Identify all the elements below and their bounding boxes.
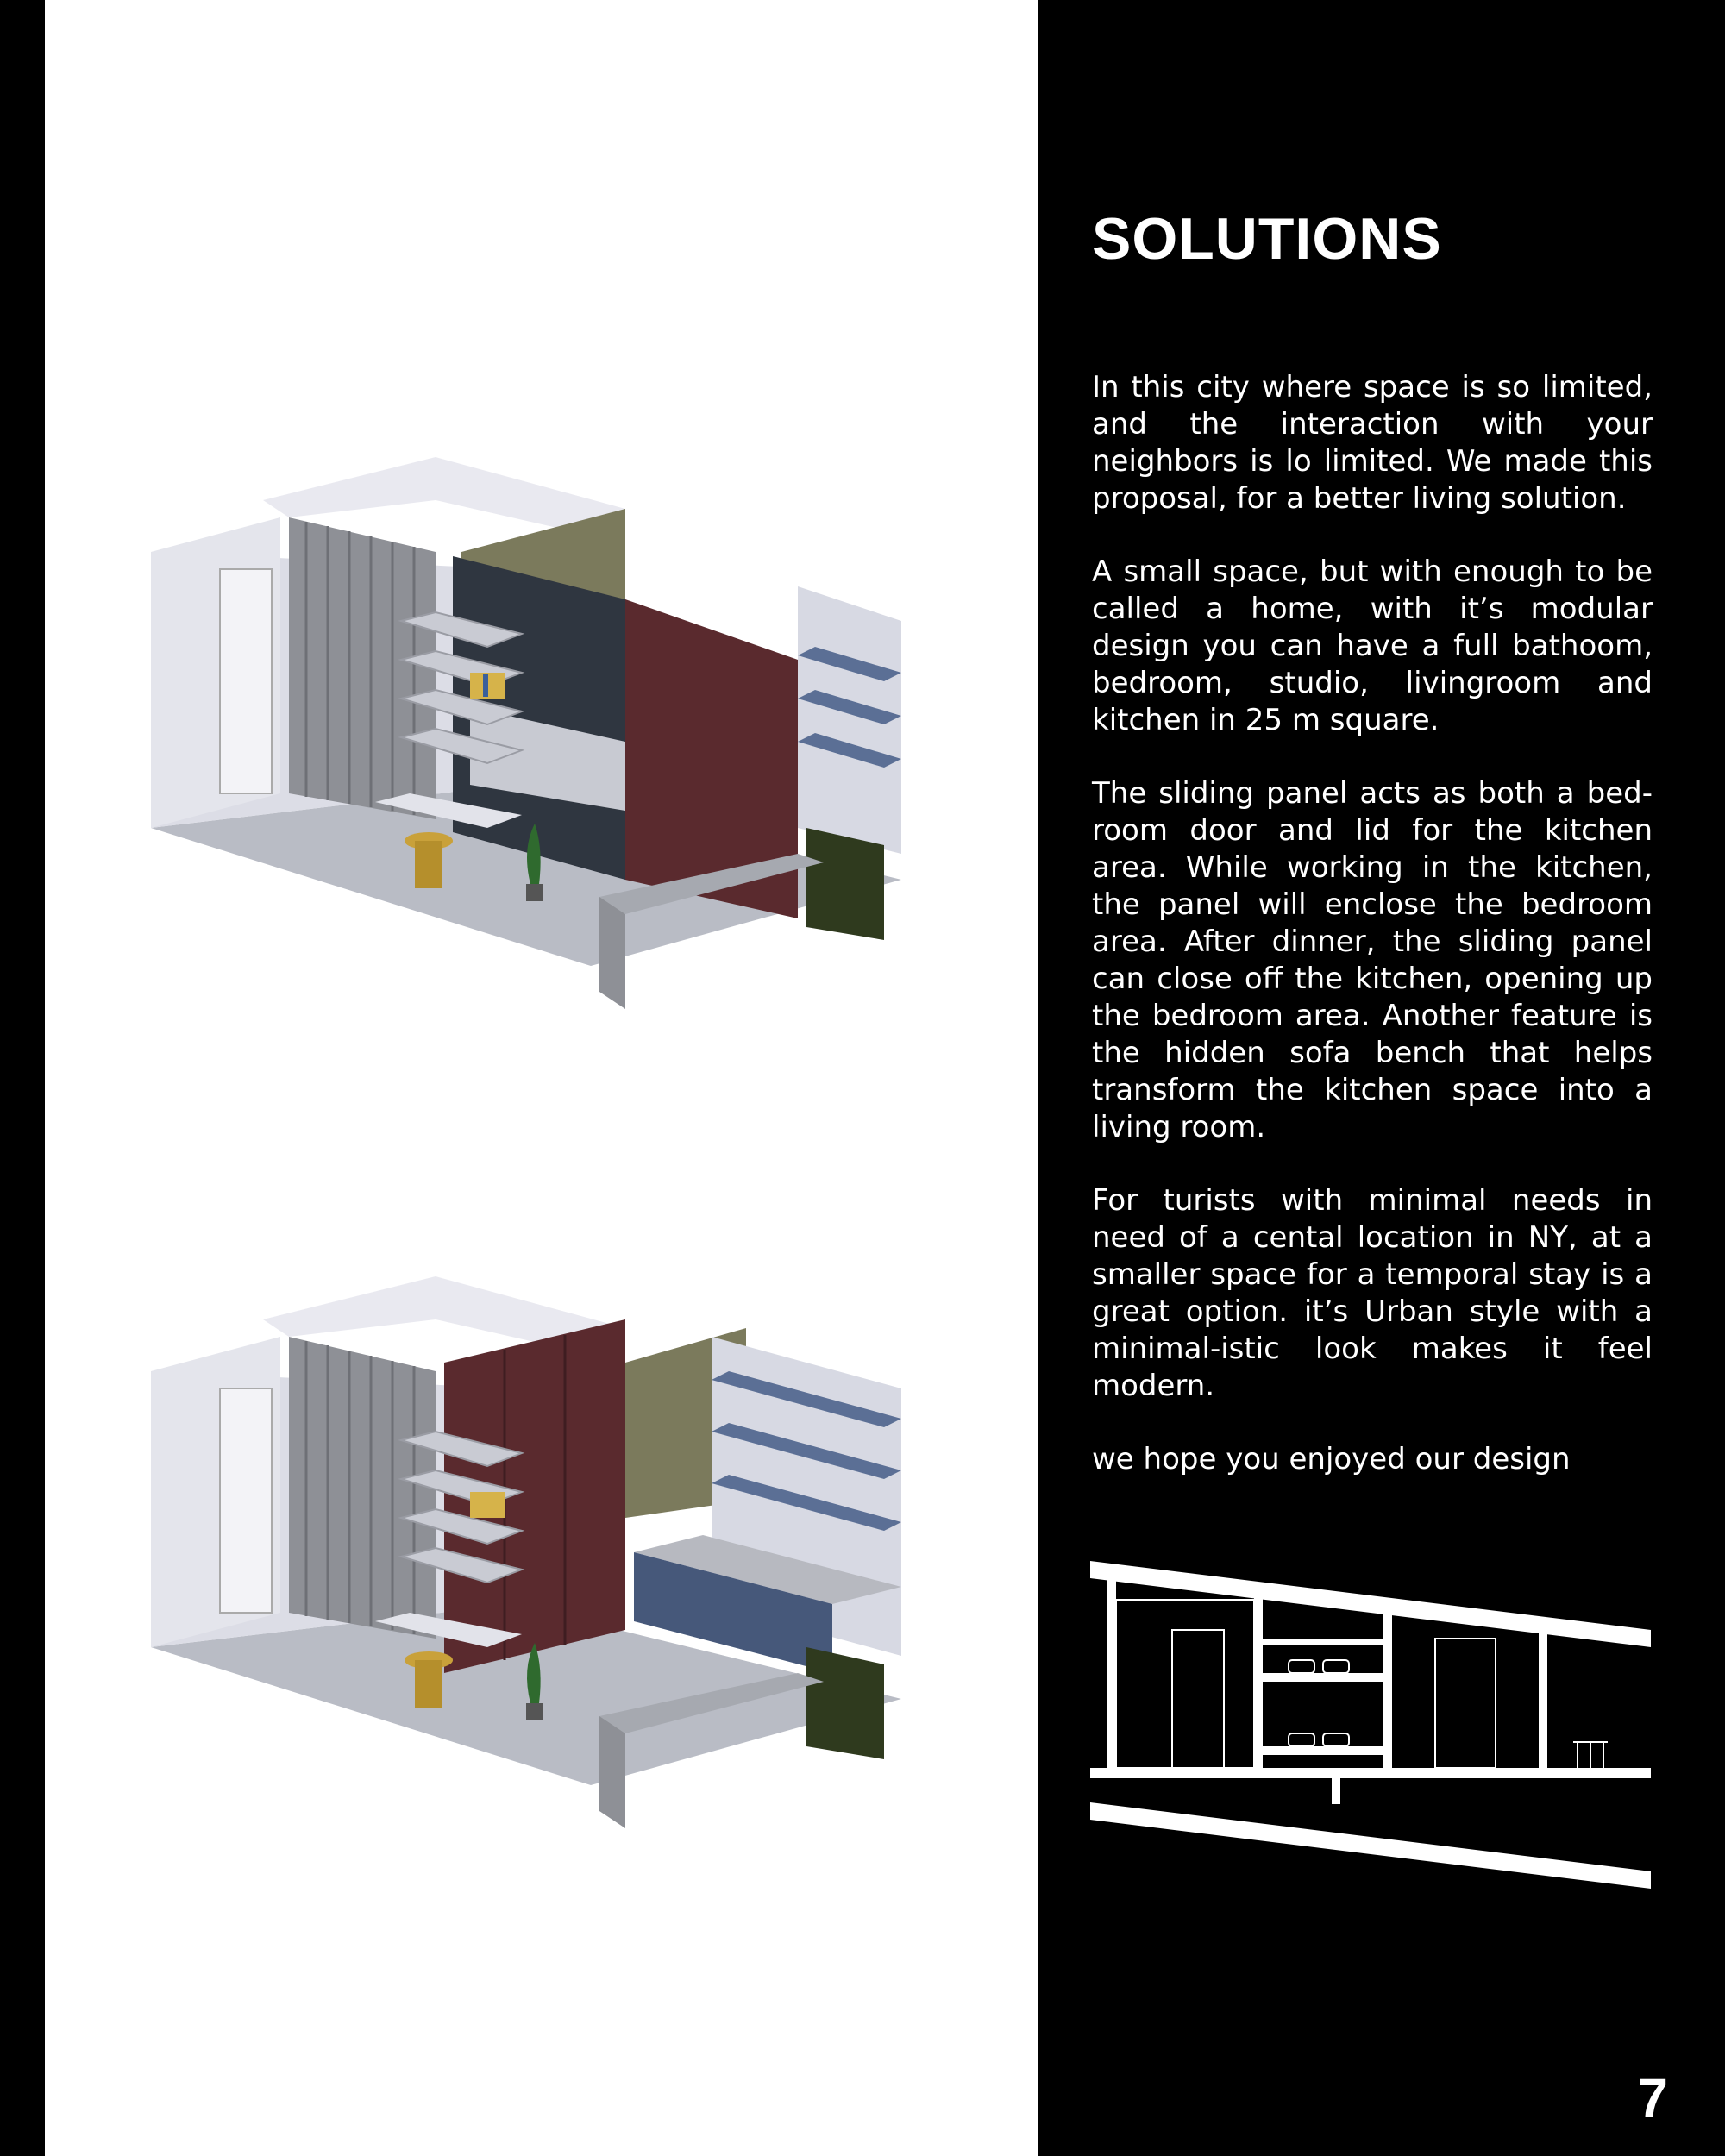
text-panel <box>1038 0 1725 2156</box>
left-border-bar <box>0 0 45 2156</box>
render-kitchen-open <box>142 1268 919 1837</box>
paragraph-sliding-panel: The sliding panel acts as both a bed-room door and lid for the kitchen area. While working in the kitchen, the panel will enclose the bedroom area. After dinner, the sliding panel can close off the kitchen, opening up the bedroom area. Another feature is the hidden sofa bench that helps transform the kitchen space into a living room. <box>1092 776 1653 1144</box>
page-title: SOLUTIONS <box>1092 206 1442 272</box>
paragraph-tourists: For turists with minimal needs in need of a cental location in NY, at a smaller space for a temporal stay is a great option. it’s Urban style with a minimal-istic look makes it feel modern. <box>1092 1183 1653 1403</box>
paragraph-intro: In this city where space is so limited, and the interaction with your neighbors is lo limited. We made this proposal, for a better living solution. <box>1092 370 1653 516</box>
render-bedroom-open <box>142 448 919 1018</box>
section-drawing <box>1090 1561 1659 1893</box>
paragraph-closing: we hope you enjoyed our design <box>1092 1442 1571 1476</box>
paragraph-modular: A small space, but with enough to be called a home, with it’s modular design you can have a full bathoom, bedroom, studio, livingroom and kitchen in 25 m square. <box>1092 555 1653 737</box>
body-text <box>1092 369 1653 1514</box>
page-number: 7 <box>1637 2067 1668 2129</box>
